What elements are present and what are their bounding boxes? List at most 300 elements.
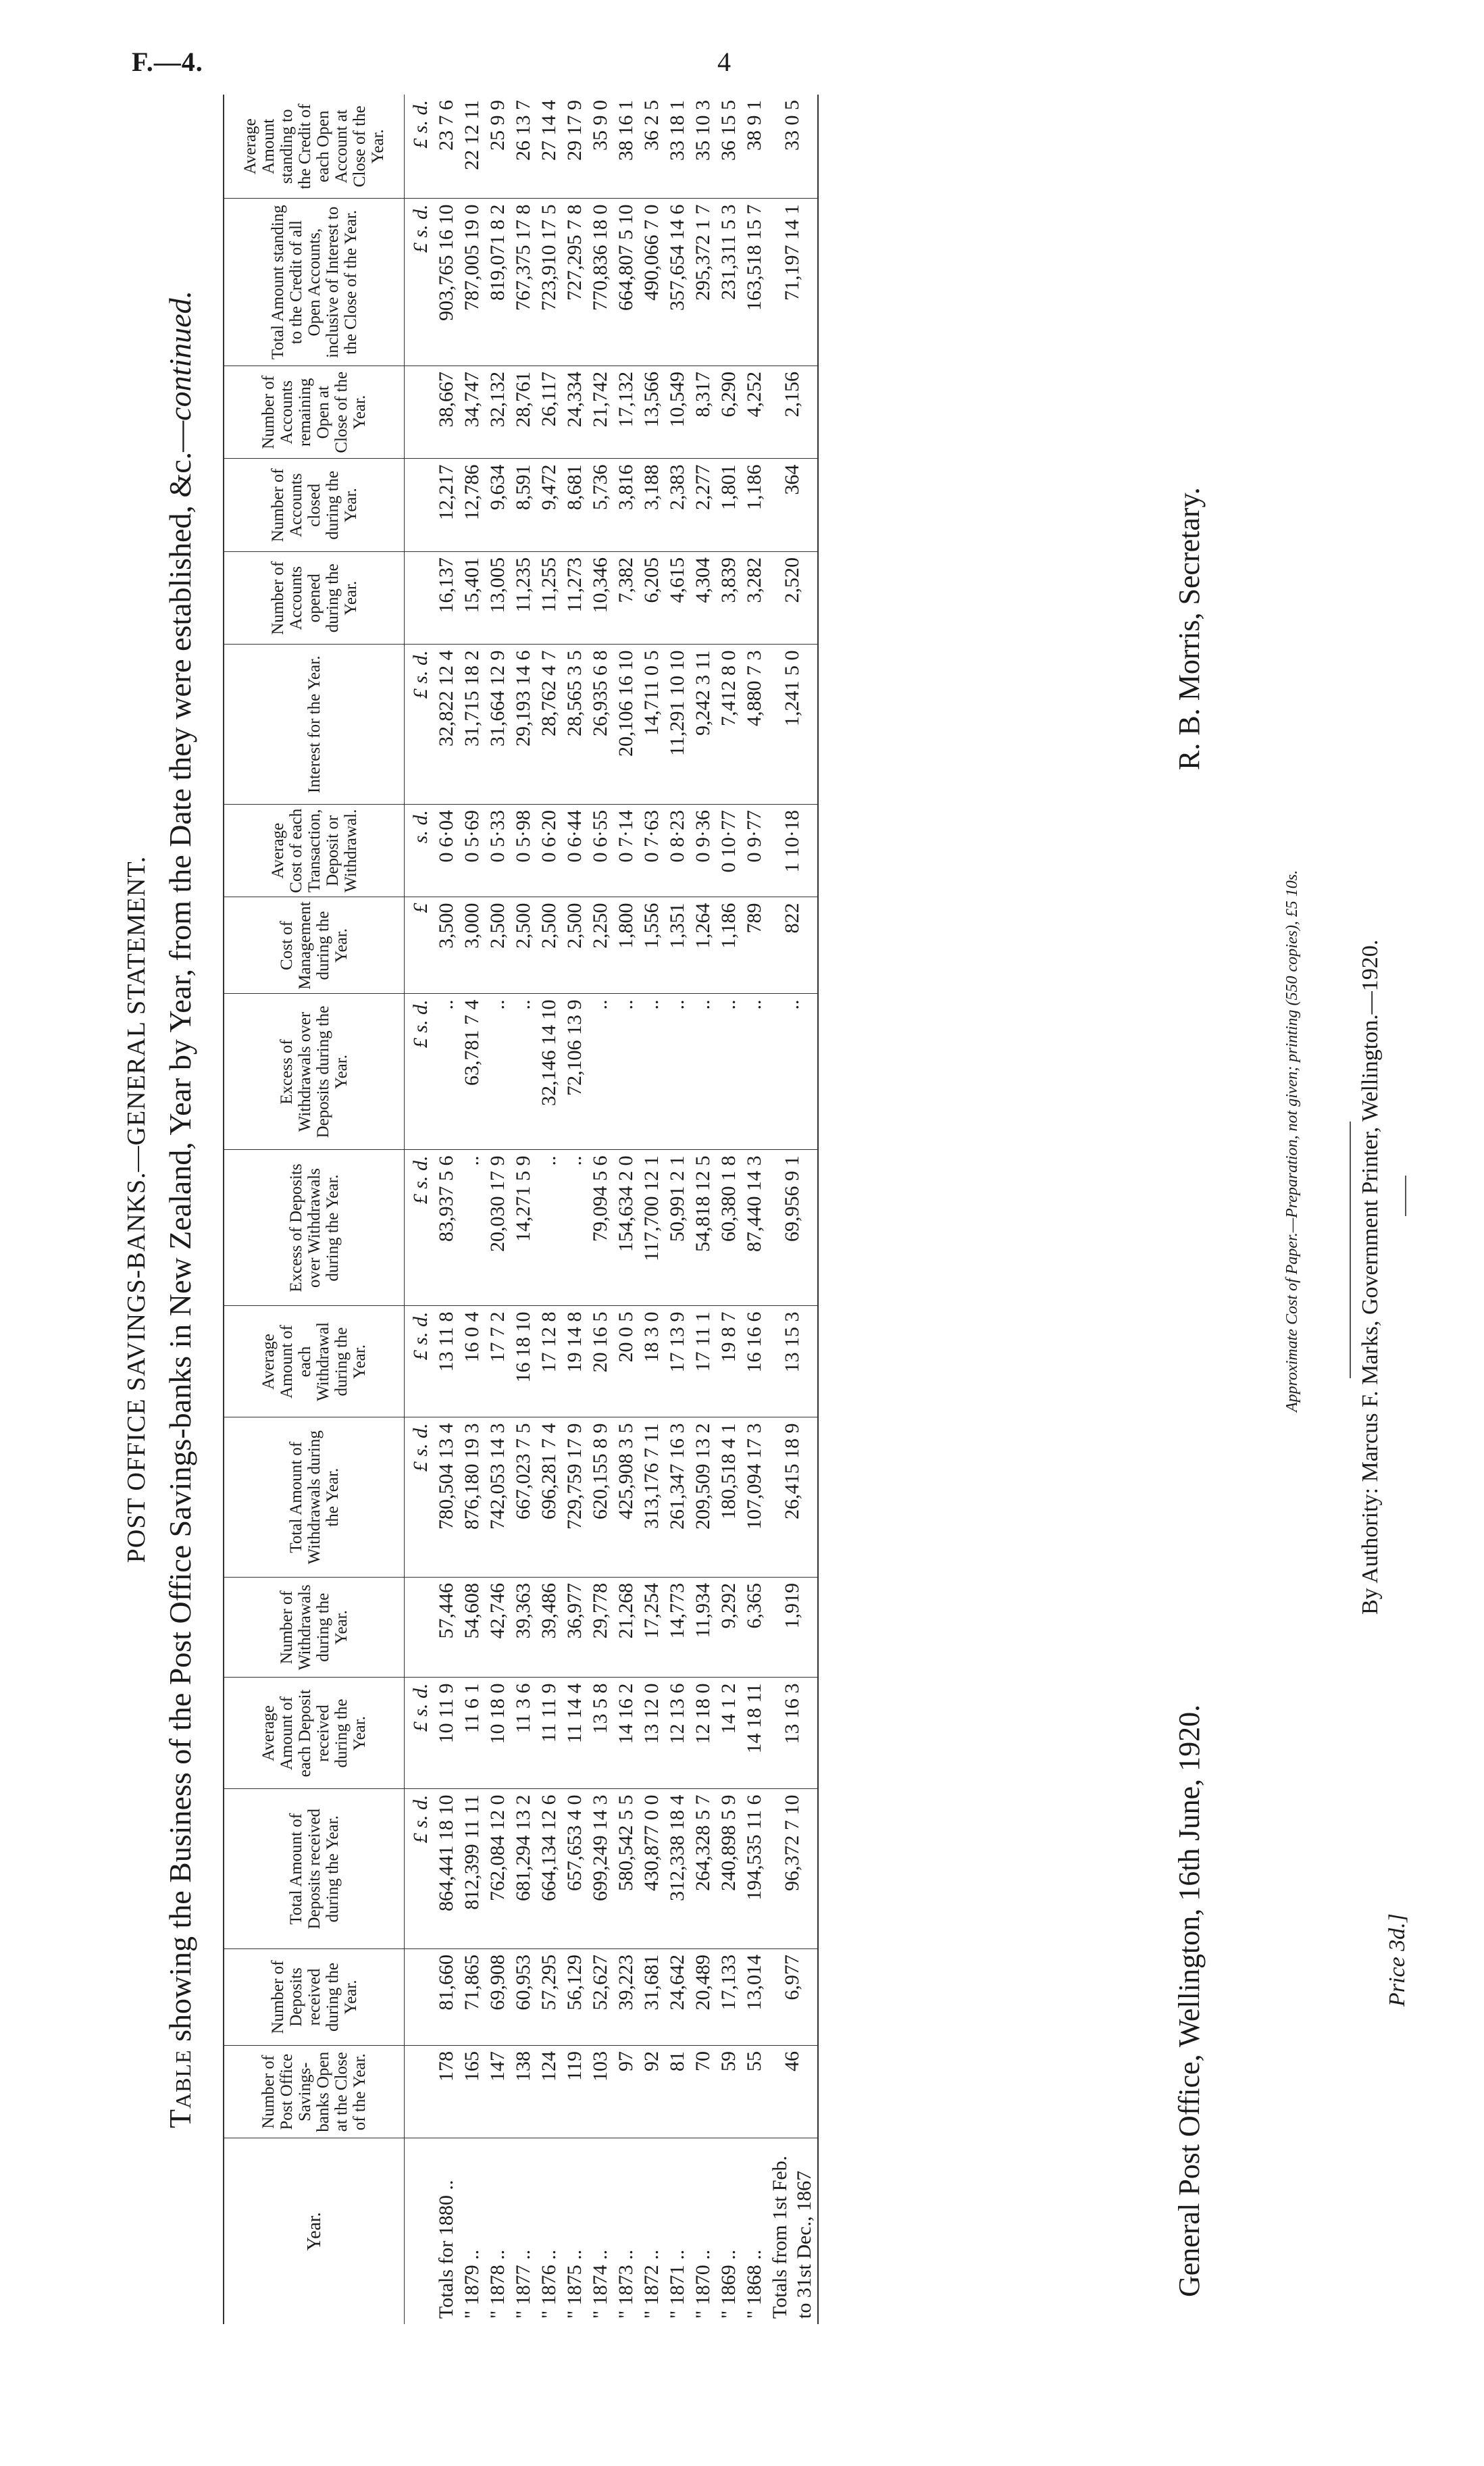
unit-cell	[405, 366, 434, 459]
table-cell: 117,700 12 1	[639, 1150, 665, 1306]
table-cell: 20 16 5	[588, 1306, 613, 1417]
table-cell: 15,401	[459, 552, 485, 645]
table-cell: 727,295 7 8	[562, 199, 588, 366]
table-cell: 28,565 3 5	[562, 645, 588, 805]
table-cell: 38,667	[434, 366, 459, 459]
table-cell: 295,372 1 7	[690, 199, 716, 366]
table-cell: 39,363	[511, 1578, 536, 1678]
table-cell: 16,137	[434, 552, 459, 645]
table-cell: 56,129	[562, 1949, 588, 2046]
column-header: Number of Accounts opened during the Year.	[224, 552, 405, 645]
table-cell: 0 5·33	[485, 805, 511, 898]
page-section-label: F.—4.	[132, 47, 203, 77]
table-cell: 12 18 0	[690, 1678, 716, 1789]
table-cell: 12,786	[459, 459, 485, 552]
table-cell: 33 0 5	[767, 95, 818, 199]
table-continued: continued.	[163, 290, 197, 421]
table-cell: 664,134 12 6	[536, 1789, 562, 1949]
table-cell: 0 6·04	[434, 805, 459, 898]
table-cell: 60,953	[511, 1949, 536, 2046]
column-header: Number of Post Office Savings-banks Open at the Close of the Year.	[224, 2046, 405, 2139]
table-cell: 63,781 7 4	[459, 994, 485, 1150]
table-cell: 0 7·14	[613, 805, 639, 898]
table-cell: 17 13 9	[665, 1306, 690, 1417]
table-cell: 36 15 5	[716, 95, 742, 199]
table-cell: 36 2 5	[639, 95, 665, 199]
table-cell: 770,836 18 0	[588, 199, 613, 366]
table-cell: 876,180 19 3	[459, 1417, 485, 1578]
table-cell: 39,223	[613, 1949, 639, 2046]
table-cell: 0 7·63	[639, 805, 665, 898]
table-cell: 72,106 13 9	[562, 994, 588, 1150]
table-cell: ..	[485, 994, 511, 1150]
table-cell: 864,441 18 10	[434, 1789, 459, 1949]
table-cell: 97	[613, 2046, 639, 2139]
table-cell: 357,654 14 6	[665, 199, 690, 366]
table-cell: 103	[588, 2046, 613, 2139]
table-cell: 36,977	[562, 1578, 588, 1678]
table-cell: 16 16 6	[742, 1306, 767, 1417]
year-cell: " 1874 ..	[589, 2249, 611, 2319]
table-cell: 9,472	[536, 459, 562, 552]
table-cell: 10 18 0	[485, 1678, 511, 1789]
table-row	[434, 95, 459, 2324]
table-cell: ..	[459, 1150, 485, 1306]
table-cell: 11,934	[690, 1578, 716, 1678]
table-cell: 657,653 4 0	[562, 1789, 588, 1949]
column-header: Average Cost of each Transaction, Deposit or Withdrawal.	[224, 805, 405, 898]
table-cell: 71,865	[459, 1949, 485, 2046]
table-cell: 5,736	[588, 459, 613, 552]
year-cell: " 1875 ..	[563, 2249, 586, 2319]
table-cell: 32,132	[485, 366, 511, 459]
table-cell: 6,977	[767, 1949, 818, 2046]
table-cell: 240,898 5 9	[716, 1789, 742, 1949]
table-cell: 7,412 8 0	[716, 645, 742, 805]
table-cell: ..	[434, 994, 459, 1150]
year-cell: " 1876 ..	[538, 2249, 560, 2319]
table-cell: 425,908 3 5	[613, 1417, 639, 1578]
table-cell: 79,094 5 6	[588, 1150, 613, 1306]
year-cell: " 1878 ..	[486, 2249, 509, 2319]
table-cell: 22 12 11	[459, 95, 485, 199]
table-row	[665, 95, 690, 2324]
table-cell: 59	[716, 2046, 742, 2139]
table-cell: 13,014	[742, 1949, 767, 2046]
table-cell: 70	[690, 2046, 716, 2139]
table-row	[485, 95, 511, 2324]
table-cell: 4,252	[742, 366, 767, 459]
table-cell: 780,504 13 4	[434, 1417, 459, 1578]
year-cell: " 1869 ..	[717, 2249, 740, 2319]
table-cell: 20 0 5	[613, 1306, 639, 1417]
table-cell: 29 17 9	[562, 95, 588, 199]
table-cell: 6,365	[742, 1578, 767, 1678]
table-cell: 0 5·69	[459, 805, 485, 898]
table-cell: 11 3 6	[511, 1678, 536, 1789]
table-cell: 33 18 1	[665, 95, 690, 199]
table-cell: 742,053 14 3	[485, 1417, 511, 1578]
column-header: Year.	[224, 2138, 405, 2324]
table-cell: 83,937 5 6	[434, 1150, 459, 1306]
table-cell: ..	[639, 994, 665, 1150]
table-cell: 2,520	[767, 552, 818, 645]
table-row	[767, 95, 818, 2324]
table-cell: 1,556	[639, 897, 665, 994]
table-cell: 38 16 1	[613, 95, 639, 199]
table-cell: 762,084 12 0	[485, 1789, 511, 1949]
table-row	[459, 95, 485, 2324]
table-cell: 154,634 2 0	[613, 1150, 639, 1306]
table-cell: 812,399 11 11	[459, 1789, 485, 1949]
table-cell: 1,264	[690, 897, 716, 994]
table-cell: 57,295	[536, 1949, 562, 2046]
table-cell: 4,615	[665, 552, 690, 645]
table-row	[716, 95, 742, 2324]
table-cell: 0 5·98	[511, 805, 536, 898]
table-title	[162, 95, 198, 2324]
table-cell: 165	[459, 2046, 485, 2139]
table-cell: 26 13 7	[511, 95, 536, 199]
column-header: Total Amount of Withdrawals during the Year.	[224, 1417, 405, 1578]
table-cell: 194,535 11 6	[742, 1789, 767, 1949]
table-cell: 667,023 7 5	[511, 1417, 536, 1578]
table-subtitle: showing the Business of the Post Office Savings-banks in New Zealand, Year by Year, from the Date they were established, &c.—	[163, 420, 197, 2042]
table-cell: 9,634	[485, 459, 511, 552]
table-cell: 14,711 0 5	[639, 645, 665, 805]
table-cell: 620,155 8 9	[588, 1417, 613, 1578]
price-note: Price 3d.]	[1385, 1913, 1410, 2007]
year-cell: " 1877 ..	[512, 2249, 534, 2319]
table-cell: 81,660	[434, 1949, 459, 2046]
table-cell: 729,759 17 9	[562, 1417, 588, 1578]
table-cell: 17,254	[639, 1578, 665, 1678]
table-cell: 31,681	[639, 1949, 665, 2046]
unit-cell: £ s. d.	[405, 199, 434, 366]
table-cell: 2,383	[665, 459, 690, 552]
unit-cell: £ s. d.	[405, 1789, 434, 1949]
table-cell: ..	[511, 994, 536, 1150]
table-cell: 0 6·55	[588, 805, 613, 898]
table-cell: 11 6 1	[459, 1678, 485, 1789]
unit-cell: £	[405, 897, 434, 994]
table-cell: 0 9·77	[742, 805, 767, 898]
table-cell: 1 10·18	[767, 805, 818, 898]
unit-cell: £ s. d.	[405, 1150, 434, 1306]
table-row	[562, 95, 588, 2324]
table-cell: 6,205	[639, 552, 665, 645]
column-header: Average Amount of each Deposit received during the Year.	[224, 1678, 405, 1789]
table-cell: 2,500	[562, 897, 588, 994]
table-cell: 364	[767, 459, 818, 552]
table-cell: 312,338 18 4	[665, 1789, 690, 1949]
year-cell: " 1870 ..	[692, 2249, 714, 2319]
table-cell: 119	[562, 2046, 588, 2139]
table-cell: 26,935 6 8	[588, 645, 613, 805]
table-cell: 26,415 18 9	[767, 1417, 818, 1578]
table-header-row	[224, 95, 405, 2324]
table-cell: ..	[716, 994, 742, 1150]
table-cell: 17 12 8	[536, 1306, 562, 1417]
table-cell: 46	[767, 2046, 818, 2139]
table-cell: 178	[434, 2046, 459, 2139]
year-cell: " 1868 ..	[743, 2249, 765, 2319]
table-cell: 1,186	[716, 897, 742, 994]
table-cell: 81	[665, 2046, 690, 2139]
table-cell: 29,193 14 6	[511, 645, 536, 805]
table-cell: 430,877 0 0	[639, 1789, 665, 1949]
table-cell: 9,242 3 11	[690, 645, 716, 805]
year-cell: " 1871 ..	[666, 2249, 688, 2319]
table-cell: 0 6·20	[536, 805, 562, 898]
table-cell: 32,822 12 4	[434, 645, 459, 805]
table-cell: ..	[613, 994, 639, 1150]
table-cell: 107,094 17 3	[742, 1417, 767, 1578]
table-row	[639, 95, 665, 2324]
table-cell: 11 11 9	[536, 1678, 562, 1789]
table-body	[405, 95, 819, 2324]
table-cell: 13 16 3	[767, 1678, 818, 1789]
table-cell: 71,197 14 1	[767, 199, 818, 366]
column-header: Total Amount of Deposits received during the Year.	[224, 1789, 405, 1949]
unit-cell: £ s. d.	[405, 994, 434, 1150]
table-row	[690, 95, 716, 2324]
table-cell: 787,005 19 0	[459, 199, 485, 366]
table-cell: 0 10·77	[716, 805, 742, 898]
column-header: Average Amount of each Withdrawal during the Year.	[224, 1306, 405, 1417]
table-cell: 25 9 9	[485, 95, 511, 199]
table-cell: 138	[511, 2046, 536, 2139]
table-cell: ..	[536, 1150, 562, 1306]
column-header: Number of Accounts remaining Open at Close of the Year.	[224, 366, 405, 459]
table-cell: 8,591	[511, 459, 536, 552]
table-cell: 28,761	[511, 366, 536, 459]
table-cell: 54,818 12 5	[690, 1150, 716, 1306]
divider-rule	[1350, 1122, 1351, 1378]
table-cell: 261,347 16 3	[665, 1417, 690, 1578]
table-cell: 681,294 13 2	[511, 1789, 536, 1949]
column-header: Number of Accounts closed during the Year.	[224, 459, 405, 552]
divider-rule	[1405, 1176, 1406, 1216]
table-cell: 822	[767, 897, 818, 994]
table-cell: 696,281 7 4	[536, 1417, 562, 1578]
table-cell: 87,440 14 3	[742, 1150, 767, 1306]
table-cell: 29,778	[588, 1578, 613, 1678]
printer-imprint: By Authority: Marcus F. Marks, Government Printer, Wellington.—1920.	[1358, 939, 1383, 1615]
table-cell: 3,816	[613, 459, 639, 552]
table-cell: 3,839	[716, 552, 742, 645]
table-cell: 6,290	[716, 366, 742, 459]
table-cell: 14,773	[665, 1578, 690, 1678]
table-cell: 17,133	[716, 1949, 742, 2046]
table-cell: 39,486	[536, 1578, 562, 1678]
unit-cell: s. d.	[405, 805, 434, 898]
table-cell: 42,746	[485, 1578, 511, 1678]
table-cell: 10,346	[588, 552, 613, 645]
units-row	[405, 95, 434, 2324]
table-cell: 24,334	[562, 366, 588, 459]
table-cell: 9,292	[716, 1578, 742, 1678]
table-cell: 0 9·36	[690, 805, 716, 898]
unit-cell	[405, 1949, 434, 2046]
table-cell: 14 1 2	[716, 1678, 742, 1789]
table-cell: 12 13 6	[665, 1678, 690, 1789]
unit-cell	[405, 2138, 434, 2324]
table-cell: 14 16 2	[613, 1678, 639, 1789]
table-cell: 14 18 11	[742, 1678, 767, 1789]
table-cell: 19 14 8	[562, 1306, 588, 1417]
table-cell: 57,446	[434, 1578, 459, 1678]
table-cell: 789	[742, 897, 767, 994]
table-cell: ..	[562, 1150, 588, 1306]
table-cell: 11,291 10 10	[665, 645, 690, 805]
table-cell: 180,518 4 1	[716, 1417, 742, 1578]
table-cell: 18 3 0	[639, 1306, 665, 1417]
table-cell: 17 7 2	[485, 1306, 511, 1417]
table-cell: 723,910 17 5	[536, 199, 562, 366]
table-cell: 4,880 7 3	[742, 645, 767, 805]
table-cell: 26,117	[536, 366, 562, 459]
table-cell: 13 15 3	[767, 1306, 818, 1417]
table-cell: 11,273	[562, 552, 588, 645]
table-cell: 147	[485, 2046, 511, 2139]
savings-bank-statement-table	[223, 95, 819, 2324]
table-cell: 31,715 18 2	[459, 645, 485, 805]
table-cell: 767,375 17 8	[511, 199, 536, 366]
table-cell: 8,317	[690, 366, 716, 459]
column-header: Interest for the Year.	[224, 645, 405, 805]
table-cell: ..	[665, 994, 690, 1150]
table-cell: 8,681	[562, 459, 588, 552]
column-header: Excess of Withdrawals over Deposits during the Year.	[224, 994, 405, 1150]
table-cell: 264,328 5 7	[690, 1789, 716, 1949]
year-cell: " 1873 ..	[615, 2249, 637, 2319]
table-cell: 60,380 1 8	[716, 1150, 742, 1306]
year-cell: Totals from 1st Feb. to 31st Dec., 1867	[767, 2138, 818, 2324]
column-header: Excess of Deposits over Withdrawals during the Year.	[224, 1150, 405, 1306]
table-cell: 16 0 4	[459, 1306, 485, 1417]
table-cell: 32,146 14 10	[536, 994, 562, 1150]
table-cell: 3,282	[742, 552, 767, 645]
table-cell: 664,807 5 10	[613, 199, 639, 366]
table-cell: 34,747	[459, 366, 485, 459]
column-header: Cost of Management during the Year.	[224, 897, 405, 994]
rotated-page-content	[108, 95, 1459, 2324]
signature: R. B. Morris, Secretary.	[1173, 487, 1206, 770]
table-cell: 92	[639, 2046, 665, 2139]
table-cell: ..	[588, 994, 613, 1150]
table-cell: 2,500	[511, 897, 536, 994]
table-cell: 27 14 4	[536, 95, 562, 199]
table-cell: 313,176 7 11	[639, 1417, 665, 1578]
year-cell: " 1872 ..	[640, 2249, 663, 2319]
unit-cell: £ s. d.	[405, 1678, 434, 1789]
table-cell: 490,066 7 0	[639, 199, 665, 366]
table-cell: 14,271 5 9	[511, 1150, 536, 1306]
table-cell: 28,762 4 7	[536, 645, 562, 805]
table-cell: 3,000	[459, 897, 485, 994]
table-cell: 2,500	[485, 897, 511, 994]
table-row	[536, 95, 562, 2324]
table-cell: 96,372 7 10	[767, 1789, 818, 1949]
table-cell: 1,919	[767, 1578, 818, 1678]
table-cell: 3,188	[639, 459, 665, 552]
table-cell: 903,765 16 10	[434, 199, 459, 366]
table-cell: 69,956 9 1	[767, 1150, 818, 1306]
table-cell: 12,217	[434, 459, 459, 552]
table-cell: 2,156	[767, 366, 818, 459]
table-cell: 35 9 0	[588, 95, 613, 199]
table-word: Table	[163, 2049, 197, 2129]
unit-cell	[405, 1578, 434, 1678]
table-cell: 13 11 8	[434, 1306, 459, 1417]
unit-cell	[405, 459, 434, 552]
table-cell: 16 18 10	[511, 1306, 536, 1417]
table-cell: 21,742	[588, 366, 613, 459]
table-cell: 0 8·23	[665, 805, 690, 898]
table-row	[613, 95, 639, 2324]
year-cell: " 1879 ..	[461, 2249, 483, 2319]
table-cell: 17,132	[613, 366, 639, 459]
table-cell: ..	[767, 994, 818, 1150]
table-cell: 0 6·44	[562, 805, 588, 898]
table-cell: 13 12 0	[639, 1678, 665, 1789]
table-cell: 13 5 8	[588, 1678, 613, 1789]
table-cell: 10 11 9	[434, 1678, 459, 1789]
table-row	[588, 95, 613, 2324]
table-cell: 35 10 3	[690, 95, 716, 199]
table-cell: 163,518 15 7	[742, 199, 767, 366]
unit-cell: £ s. d.	[405, 645, 434, 805]
table-cell: 21,268	[613, 1578, 639, 1678]
column-header: Number of Withdrawals during the Year.	[224, 1578, 405, 1678]
table-cell: 13,566	[639, 366, 665, 459]
table-cell: 23 7 6	[434, 95, 459, 199]
table-cell: 13,005	[485, 552, 511, 645]
table-cell: 1,241 5 0	[767, 645, 818, 805]
unit-cell	[405, 552, 434, 645]
unit-cell: £ s. d.	[405, 1417, 434, 1578]
unit-cell: £ s. d.	[405, 1306, 434, 1417]
unit-cell	[405, 2046, 434, 2139]
table-cell: 17 11 1	[690, 1306, 716, 1417]
table-cell: 10,549	[665, 366, 690, 459]
table-cell: 1,800	[613, 897, 639, 994]
table-cell: 19 8 7	[716, 1306, 742, 1417]
statement-heading: POST OFFICE SAVINGS-BANKS.—GENERAL STATEMENT.	[122, 855, 151, 1563]
column-header: Average Amount standing to the Credit of each Open Account at Close of the Year.	[224, 95, 405, 199]
column-header: Number of Deposits received during the Year.	[224, 1949, 405, 2046]
table-cell: ..	[690, 994, 716, 1150]
table-cell: 4,304	[690, 552, 716, 645]
table-cell: 31,664 12 9	[485, 645, 511, 805]
table-cell: 38 9 1	[742, 95, 767, 199]
table-cell: 7,382	[613, 552, 639, 645]
table-cell: 1,351	[665, 897, 690, 994]
table-cell: 20,030 17 9	[485, 1150, 511, 1306]
column-header: Total Amount standing to the Credit of all Open Accounts, inclusive of Interest to the Close of the Year.	[224, 199, 405, 366]
table-cell: 209,509 13 2	[690, 1417, 716, 1578]
table-cell: 2,277	[690, 459, 716, 552]
table-cell: 2,500	[536, 897, 562, 994]
year-cell: Totals for 1880 ..	[435, 2180, 457, 2319]
table-cell: 54,608	[459, 1578, 485, 1678]
table-cell: 124	[536, 2046, 562, 2139]
table-cell: 231,311 5 3	[716, 199, 742, 366]
table-row	[742, 95, 767, 2324]
table-cell: 699,249 14 3	[588, 1789, 613, 1949]
table-cell: 2,250	[588, 897, 613, 994]
